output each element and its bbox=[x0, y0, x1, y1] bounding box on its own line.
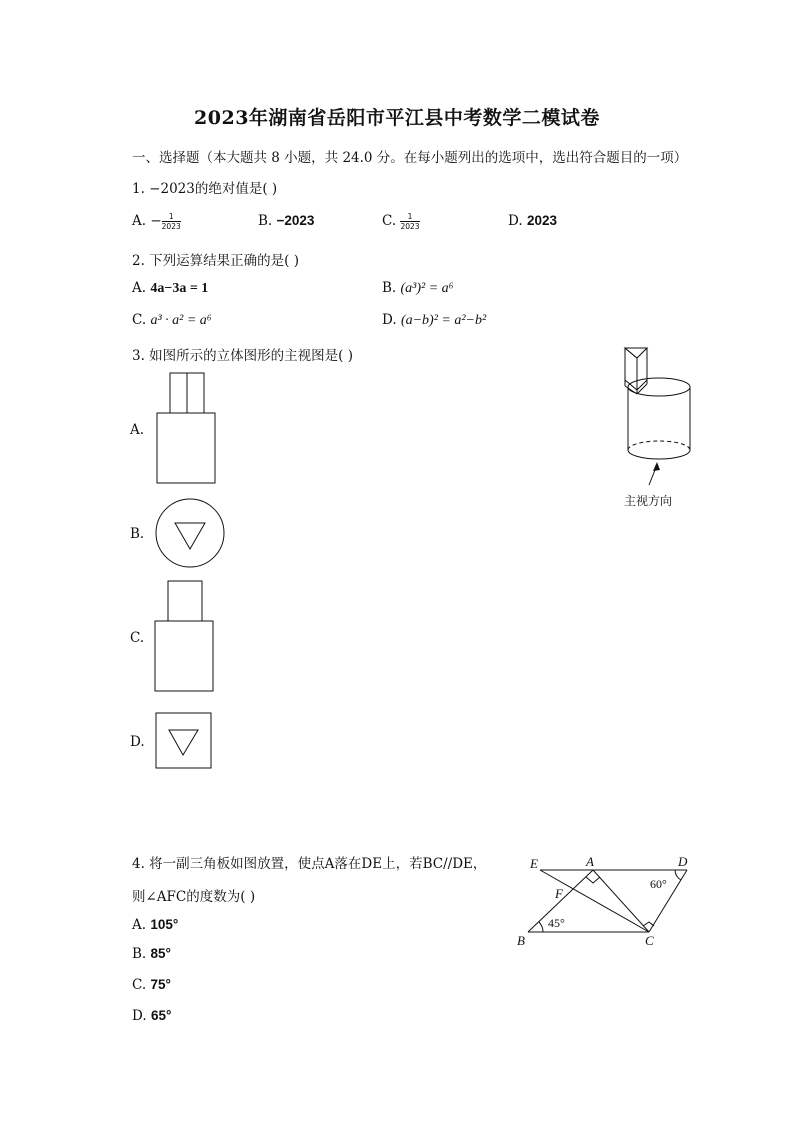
section-header: 一、选择题（本大题共 8 小题，共 24.0 分。在每小题列出的选项中，选出符合题目的一项） bbox=[132, 150, 688, 166]
numerator: 1 bbox=[400, 212, 419, 222]
fraction bbox=[162, 212, 181, 231]
angle-45-label: 45° bbox=[548, 916, 565, 930]
option-value: 75° bbox=[150, 977, 171, 992]
q1-option-c bbox=[382, 212, 420, 231]
q3-solid-figure bbox=[615, 340, 705, 510]
question-2-stem: 2. 下列运算结果正确的是( ) bbox=[132, 253, 299, 269]
view-direction-caption: 主视方向 bbox=[624, 494, 673, 508]
option-label: B. bbox=[132, 946, 147, 962]
point-a-label: A bbox=[586, 854, 594, 869]
option-value: 4a−3a = 1 bbox=[150, 281, 209, 296]
option-label: A. bbox=[132, 280, 147, 296]
point-b-label: B bbox=[517, 933, 525, 948]
option-value: 85° bbox=[150, 946, 171, 961]
q4-option-b bbox=[132, 946, 171, 962]
q3-option-d-label: D. bbox=[130, 734, 145, 750]
q1-option-b bbox=[258, 213, 314, 229]
q3-option-c-figure bbox=[150, 578, 230, 698]
q3-option-d-figure bbox=[150, 710, 230, 780]
q1-option-a bbox=[132, 212, 181, 231]
q2-option-d bbox=[382, 312, 486, 329]
q1-option-d bbox=[508, 213, 557, 229]
option-label: B. bbox=[258, 213, 273, 229]
option-value: 65° bbox=[150, 1008, 172, 1023]
option-value: 105° bbox=[150, 917, 179, 932]
q3-option-a-label: A. bbox=[130, 422, 145, 438]
page-title: 2023年湖南省岳阳市平江县中考数学二模试卷 bbox=[194, 107, 600, 129]
q2-option-c bbox=[132, 312, 212, 329]
q3-option-a-figure bbox=[150, 370, 230, 490]
angle-60-label: 60° bbox=[650, 877, 667, 891]
option-label: D. bbox=[508, 213, 523, 229]
numerator: 1 bbox=[162, 212, 181, 222]
question-3-stem: 3. 如图所示的立体图形的主视图是( ) bbox=[132, 348, 353, 364]
question-4-stem-line1: 4. 将一副三角板如图放置，使点A落在DE上，若BC//DE， bbox=[132, 856, 487, 872]
point-e-label: E bbox=[530, 856, 538, 871]
fraction bbox=[400, 212, 419, 231]
q4-geometry-figure bbox=[515, 852, 700, 952]
q3-option-c-label: C. bbox=[130, 630, 145, 646]
q2-option-b bbox=[382, 280, 454, 297]
point-f-label: F bbox=[555, 886, 563, 901]
q4-option-d bbox=[132, 1008, 171, 1024]
q3-option-b-label: B. bbox=[130, 526, 145, 542]
q2-option-a bbox=[132, 280, 208, 297]
point-c-label: C bbox=[645, 933, 654, 948]
option-value: (a³)² = a⁶ bbox=[400, 281, 454, 296]
option-label: A. bbox=[132, 917, 147, 933]
option-label: C. bbox=[132, 312, 147, 328]
option-value: (a−b)² = a²−b² bbox=[400, 313, 487, 328]
option-label: A. bbox=[132, 213, 147, 229]
q4-option-c bbox=[132, 977, 171, 993]
q3-option-b-figure bbox=[150, 495, 230, 575]
option-value: 2023 bbox=[526, 213, 557, 228]
option-label: C. bbox=[132, 977, 147, 993]
option-value: −2023 bbox=[276, 213, 315, 228]
denominator: 2023 bbox=[161, 222, 181, 231]
minus-sign: − bbox=[150, 213, 162, 229]
denominator: 2023 bbox=[400, 222, 420, 231]
question-4-stem-line2: 则∠AFC的度数为( ) bbox=[132, 889, 256, 905]
option-value: a³ · a² = a⁶ bbox=[150, 313, 212, 328]
option-label: D. bbox=[132, 1008, 147, 1024]
question-1-stem: 1. −2023的绝对值是( ) bbox=[132, 181, 278, 197]
point-d-label: D bbox=[678, 854, 688, 869]
option-label: C. bbox=[382, 213, 397, 229]
option-label: D. bbox=[382, 312, 397, 328]
q4-option-a bbox=[132, 917, 178, 933]
option-label: B. bbox=[382, 280, 397, 296]
